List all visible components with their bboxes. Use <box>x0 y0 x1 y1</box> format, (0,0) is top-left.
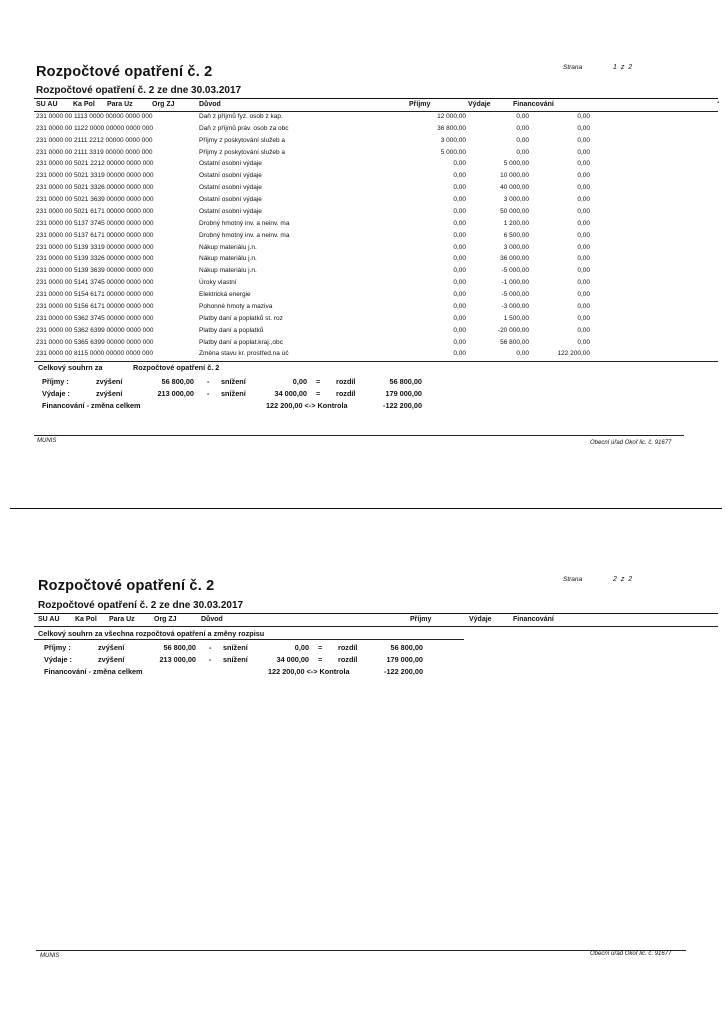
col-prijmy: Příjmy <box>409 101 431 108</box>
row-vydaje: 10 000,00 <box>500 172 529 180</box>
prijmy-rozdil-value: 56 800,00 <box>390 643 423 652</box>
financovani-value: 122 200,00 <-> Kontrola <box>268 667 350 676</box>
summary-label: Celkový souhrn za <box>38 363 103 372</box>
table-row <box>36 149 636 161</box>
prijmy-zvyseni-value: 56 800,00 <box>161 377 194 386</box>
row-financovani: 0,00 <box>577 314 590 322</box>
divider <box>34 639 464 640</box>
row-financovani: 0,00 <box>577 326 590 334</box>
row-vydaje: 1 500,00 <box>503 314 529 322</box>
equals: = <box>316 389 321 398</box>
row-prijmy: 0,00 <box>453 243 466 251</box>
table-row <box>36 327 636 339</box>
row-code: 231 0000 00 5021 3326 00000 0000 000 <box>36 184 154 192</box>
rozdil-label: rozdíl <box>338 655 358 664</box>
row-vydaje: 5 000,00 <box>503 160 529 168</box>
row-code: 231 0000 00 2111 3319 00000 0000 000 <box>36 148 153 156</box>
row-duvod: Úroky vlastní <box>199 279 237 287</box>
row-code: 231 0000 00 5021 3639 00000 0000 000 <box>36 196 154 204</box>
row-vydaje: -20 000,00 <box>497 326 529 334</box>
table-row <box>36 137 636 149</box>
col-prijmy: Příjmy <box>410 616 432 623</box>
col-org-zj: Org ZJ <box>154 616 177 623</box>
financovani-label: Financování - změna celkem <box>44 667 143 676</box>
prijmy-snizeni-value: 0,00 <box>292 377 307 386</box>
row-prijmy: 5 000,00 <box>440 148 466 156</box>
vydaje-snizeni-value: 34 000,00 <box>274 389 307 398</box>
col-duvod: Důvod <box>199 101 221 108</box>
row-duvod: Drobný hmotný inv. a neinv. ma <box>199 231 290 239</box>
equals: = <box>318 643 323 652</box>
table-row <box>36 125 636 137</box>
row-code: 231 0000 00 2111 2212 00000 0000 000 <box>36 136 153 144</box>
table-row <box>36 244 636 256</box>
row-duvod: Nákup materiálu j.n. <box>199 267 257 275</box>
row-duvod: Platby daní a poplat.kraj.,obc <box>199 338 283 346</box>
divider <box>34 111 718 112</box>
rozdil-label: rozdíl <box>336 377 356 386</box>
row-code: 231 0000 00 5365 6399 00000 0000 000 <box>36 338 154 346</box>
dash: - <box>209 643 212 652</box>
table-row <box>36 184 636 196</box>
row-duvod: Ostatní osobní výdaje <box>199 207 262 215</box>
row-duvod: Ostatní osobní výdaje <box>199 172 262 180</box>
document-subtitle: Rozpočtové opatření č. 2 ze dne 30.03.2017 <box>36 85 242 96</box>
financovani-value: 122 200,00 <-> Kontrola <box>266 401 348 410</box>
dash: - <box>207 389 210 398</box>
vydaje-label: Výdaje : <box>44 655 72 664</box>
summary-label-2: Rozpočtové opatření č. 2 <box>133 363 220 372</box>
row-financovani: 0,00 <box>577 136 590 144</box>
row-code: 231 0000 00 5362 3745 00000 0000 000 <box>36 314 154 322</box>
rozdil-label: rozdíl <box>338 643 358 652</box>
divider <box>34 98 718 99</box>
row-financovani: 0,00 <box>577 267 590 275</box>
table-row <box>36 208 636 220</box>
row-prijmy: 0,00 <box>453 267 466 275</box>
row-duvod: Platby daní a poplatků st. roz <box>199 314 283 322</box>
dash: - <box>209 655 212 664</box>
row-prijmy: 0,00 <box>453 255 466 263</box>
row-vydaje: 0,00 <box>516 350 529 358</box>
table-row <box>36 303 636 315</box>
row-financovani: 0,00 <box>577 219 590 227</box>
equals: = <box>318 655 323 664</box>
rozdil-label: rozdíl <box>336 389 356 398</box>
row-vydaje: 40 000,00 <box>500 184 529 192</box>
row-duvod: Daň z příjmů fyz. osob z kap. <box>199 113 283 120</box>
row-prijmy: 0,00 <box>453 196 466 204</box>
row-duvod: Drobný hmotný inv. a neinv. ma <box>199 219 290 227</box>
row-financovani: 0,00 <box>577 279 590 287</box>
row-code: 231 0000 00 1113 0000 00000 0000 000 <box>36 113 153 120</box>
row-prijmy: 0,00 <box>453 291 466 299</box>
prijmy-label: Příjmy : <box>42 377 69 386</box>
row-prijmy: 0,00 <box>453 350 466 358</box>
row-prijmy: 0,00 <box>453 231 466 239</box>
table-row <box>36 232 636 244</box>
footer-divider <box>36 950 686 951</box>
vydaje-zvyseni-value: 213 000,00 <box>157 389 194 398</box>
table-row <box>36 291 636 303</box>
zvyseni-label: zvýšení <box>98 655 125 664</box>
row-vydaje: 50 000,00 <box>500 207 529 215</box>
divider <box>34 613 718 614</box>
page-title: Rozpočtové opatření č. 2 <box>38 578 215 594</box>
snizeni-label: snížení <box>221 389 246 398</box>
row-code: 231 0000 00 5021 2212 00000 0000 000 <box>36 160 154 168</box>
row-vydaje: -5 000,00 <box>501 267 529 275</box>
row-code: 231 0000 00 5139 3639 00000 0000 000 <box>36 267 154 275</box>
table-row <box>36 113 636 125</box>
col-vydaje: Výdaje <box>468 101 491 108</box>
row-duvod: Ostatní osobní výdaje <box>199 184 262 192</box>
row-prijmy: 0,00 <box>453 314 466 322</box>
row-prijmy: 0,00 <box>453 338 466 346</box>
vydaje-zvyseni-value: 213 000,00 <box>159 655 196 664</box>
row-code: 231 0000 00 1122 0000 00000 0000 000 <box>36 124 153 132</box>
col-duvod: Důvod <box>201 616 223 623</box>
table-row <box>36 267 636 279</box>
col-ka-pol: Ka Pol <box>75 616 97 623</box>
zvyseni-label: zvýšení <box>98 643 125 652</box>
row-vydaje: 6 500,00 <box>503 231 529 239</box>
row-vydaje: 0,00 <box>516 124 529 132</box>
row-duvod: Změna stavu kr. prostřed.na úč <box>199 350 289 358</box>
row-financovani: 0,00 <box>577 231 590 239</box>
row-code: 231 0000 00 8115 0000 00000 0000 000 <box>36 350 153 358</box>
row-code: 231 0000 00 5137 6171 00000 0000 000 <box>36 231 154 239</box>
col-para-uz: Para Uz <box>107 101 133 108</box>
table-row <box>36 220 636 232</box>
row-code: 231 0000 00 5021 6171 00000 0000 000 <box>36 207 154 215</box>
row-prijmy: 0,00 <box>453 184 466 192</box>
row-duvod: Platby daní a poplatků <box>199 326 264 334</box>
table-row <box>36 196 636 208</box>
zvyseni-label: zvýšení <box>96 389 123 398</box>
col-financovani: Financování <box>513 616 554 623</box>
divider <box>34 361 718 362</box>
row-prijmy: 0,00 <box>453 279 466 287</box>
row-vydaje: 36 000,00 <box>500 255 529 263</box>
row-financovani: 0,00 <box>577 243 590 251</box>
row-duvod: Příjmy z poskytování služeb a <box>199 136 285 144</box>
row-vydaje: 56 800,00 <box>500 338 529 346</box>
table-row <box>36 172 636 184</box>
document-subtitle: Rozpočtové opatření č. 2 ze dne 30.03.2017 <box>38 600 244 611</box>
row-prijmy: 3 000,00 <box>440 136 466 144</box>
row-financovani: 0,00 <box>577 207 590 215</box>
row-financovani: 0,00 <box>577 160 590 168</box>
col-su-au: SU AU <box>36 101 58 108</box>
row-financovani: 0,00 <box>577 302 590 310</box>
snizeni-label: snížení <box>221 377 246 386</box>
row-vydaje: 0,00 <box>516 113 529 120</box>
footer-right: Obecní úřad Okoř lic. č. 91677 <box>590 440 672 446</box>
vydaje-snizeni-value: 34 000,00 <box>276 655 309 664</box>
vydaje-rozdil-value: 179 000,00 <box>385 389 422 398</box>
scan-mark: ▪ <box>717 100 720 106</box>
row-vydaje: 0,00 <box>516 148 529 156</box>
footer-left: MUNIS <box>40 953 60 959</box>
row-duvod: Pohonné hmoty a maziva <box>199 302 273 310</box>
row-duvod: Příjmy z poskytování služeb a <box>199 148 285 156</box>
row-financovani: 0,00 <box>577 196 590 204</box>
footer-divider <box>34 435 684 436</box>
col-vydaje: Výdaje <box>469 616 492 623</box>
page-label: Strana <box>563 64 583 71</box>
prijmy-zvyseni-value: 56 800,00 <box>163 643 196 652</box>
row-financovani: 0,00 <box>577 338 590 346</box>
row-financovani: 0,00 <box>577 113 590 120</box>
row-vydaje: 1 200,00 <box>503 219 529 227</box>
page-title: Rozpočtové opatření č. 2 <box>36 64 213 80</box>
row-financovani: 122 200,00 <box>557 350 590 358</box>
row-vydaje: -5 000,00 <box>501 291 529 299</box>
row-prijmy: 0,00 <box>453 326 466 334</box>
row-prijmy: 0,00 <box>453 160 466 168</box>
row-duvod: Nákup materiálu j.n. <box>199 243 257 251</box>
row-vydaje: -3 000,00 <box>501 302 529 310</box>
row-vydaje: 0,00 <box>516 136 529 144</box>
row-prijmy: 12 000,00 <box>437 113 466 120</box>
page-separator <box>10 508 722 509</box>
financovani-rozdil-value: -122 200,00 <box>383 401 422 410</box>
row-financovani: 0,00 <box>577 291 590 299</box>
footer-left: MUNIS <box>37 438 57 444</box>
snizeni-label: snížení <box>223 643 248 652</box>
col-org-zj: Org ZJ <box>152 101 175 108</box>
row-prijmy: 0,00 <box>453 172 466 180</box>
equals: = <box>316 377 321 386</box>
row-vydaje: -1 000,00 <box>501 279 529 287</box>
row-code: 231 0000 00 5154 6171 00000 0000 000 <box>36 291 154 299</box>
row-prijmy: 36 800,00 <box>437 124 466 132</box>
row-financovani: 0,00 <box>577 184 590 192</box>
row-duvod: Nákup materiálu j.n. <box>199 255 257 263</box>
row-financovani: 0,00 <box>577 124 590 132</box>
dash: - <box>207 377 210 386</box>
table-row <box>36 315 636 327</box>
row-vydaje: 3 000,00 <box>503 243 529 251</box>
row-code: 231 0000 00 5156 6171 00000 0000 000 <box>36 302 154 310</box>
page-number: 1 z 2 <box>613 64 634 71</box>
row-code: 231 0000 00 5362 6399 00000 0000 000 <box>36 326 154 334</box>
row-prijmy: 0,00 <box>453 207 466 215</box>
row-code: 231 0000 00 5021 3319 00000 0000 000 <box>36 172 154 180</box>
row-financovani: 0,00 <box>577 255 590 263</box>
footer-right: Obecní úřad Okoř lic. č. 91677 <box>590 951 672 957</box>
table-row <box>36 279 636 291</box>
row-code: 231 0000 00 5137 3745 00000 0000 000 <box>36 219 154 227</box>
col-su-au: SU AU <box>38 616 60 623</box>
col-ka-pol: Ka Pol <box>73 101 95 108</box>
vydaje-rozdil-value: 179 000,00 <box>386 655 423 664</box>
financovani-label: Financování - změna celkem <box>42 401 141 410</box>
row-duvod: Elektrická energie <box>199 291 251 299</box>
financovani-rozdil-value: -122 200,00 <box>384 667 423 676</box>
table-row <box>36 339 636 351</box>
row-duvod: Ostatní osobní výdaje <box>199 160 262 168</box>
row-financovani: 0,00 <box>577 172 590 180</box>
page-number: 2 z 2 <box>613 576 634 583</box>
col-para-uz: Para Uz <box>109 616 135 623</box>
col-financovani: Financování <box>513 101 554 108</box>
row-duvod: Daň z příjmů práv. osob za obc <box>199 124 289 132</box>
snizeni-label: snížení <box>223 655 248 664</box>
row-duvod: Ostatní osobní výdaje <box>199 196 262 204</box>
prijmy-label: Příjmy : <box>44 643 71 652</box>
row-code: 231 0000 00 5139 3326 00000 0000 000 <box>36 255 154 263</box>
row-code: 231 0000 00 5139 3319 00000 0000 000 <box>36 243 154 251</box>
prijmy-rozdil-value: 56 800,00 <box>389 377 422 386</box>
page-label: Strana <box>563 576 583 583</box>
vydaje-label: Výdaje : <box>42 389 70 398</box>
row-prijmy: 0,00 <box>453 302 466 310</box>
row-vydaje: 3 000,00 <box>503 196 529 204</box>
prijmy-snizeni-value: 0,00 <box>294 643 309 652</box>
row-code: 231 0000 00 5141 3745 00000 0000 000 <box>36 279 154 287</box>
divider <box>34 626 718 627</box>
row-financovani: 0,00 <box>577 148 590 156</box>
summary-all-label: Celkový souhrn za všechna rozpočtová opatření a změny rozpisu <box>38 629 265 638</box>
row-prijmy: 0,00 <box>453 219 466 227</box>
table-row <box>36 255 636 267</box>
zvyseni-label: zvýšení <box>96 377 123 386</box>
table-row <box>36 160 636 172</box>
